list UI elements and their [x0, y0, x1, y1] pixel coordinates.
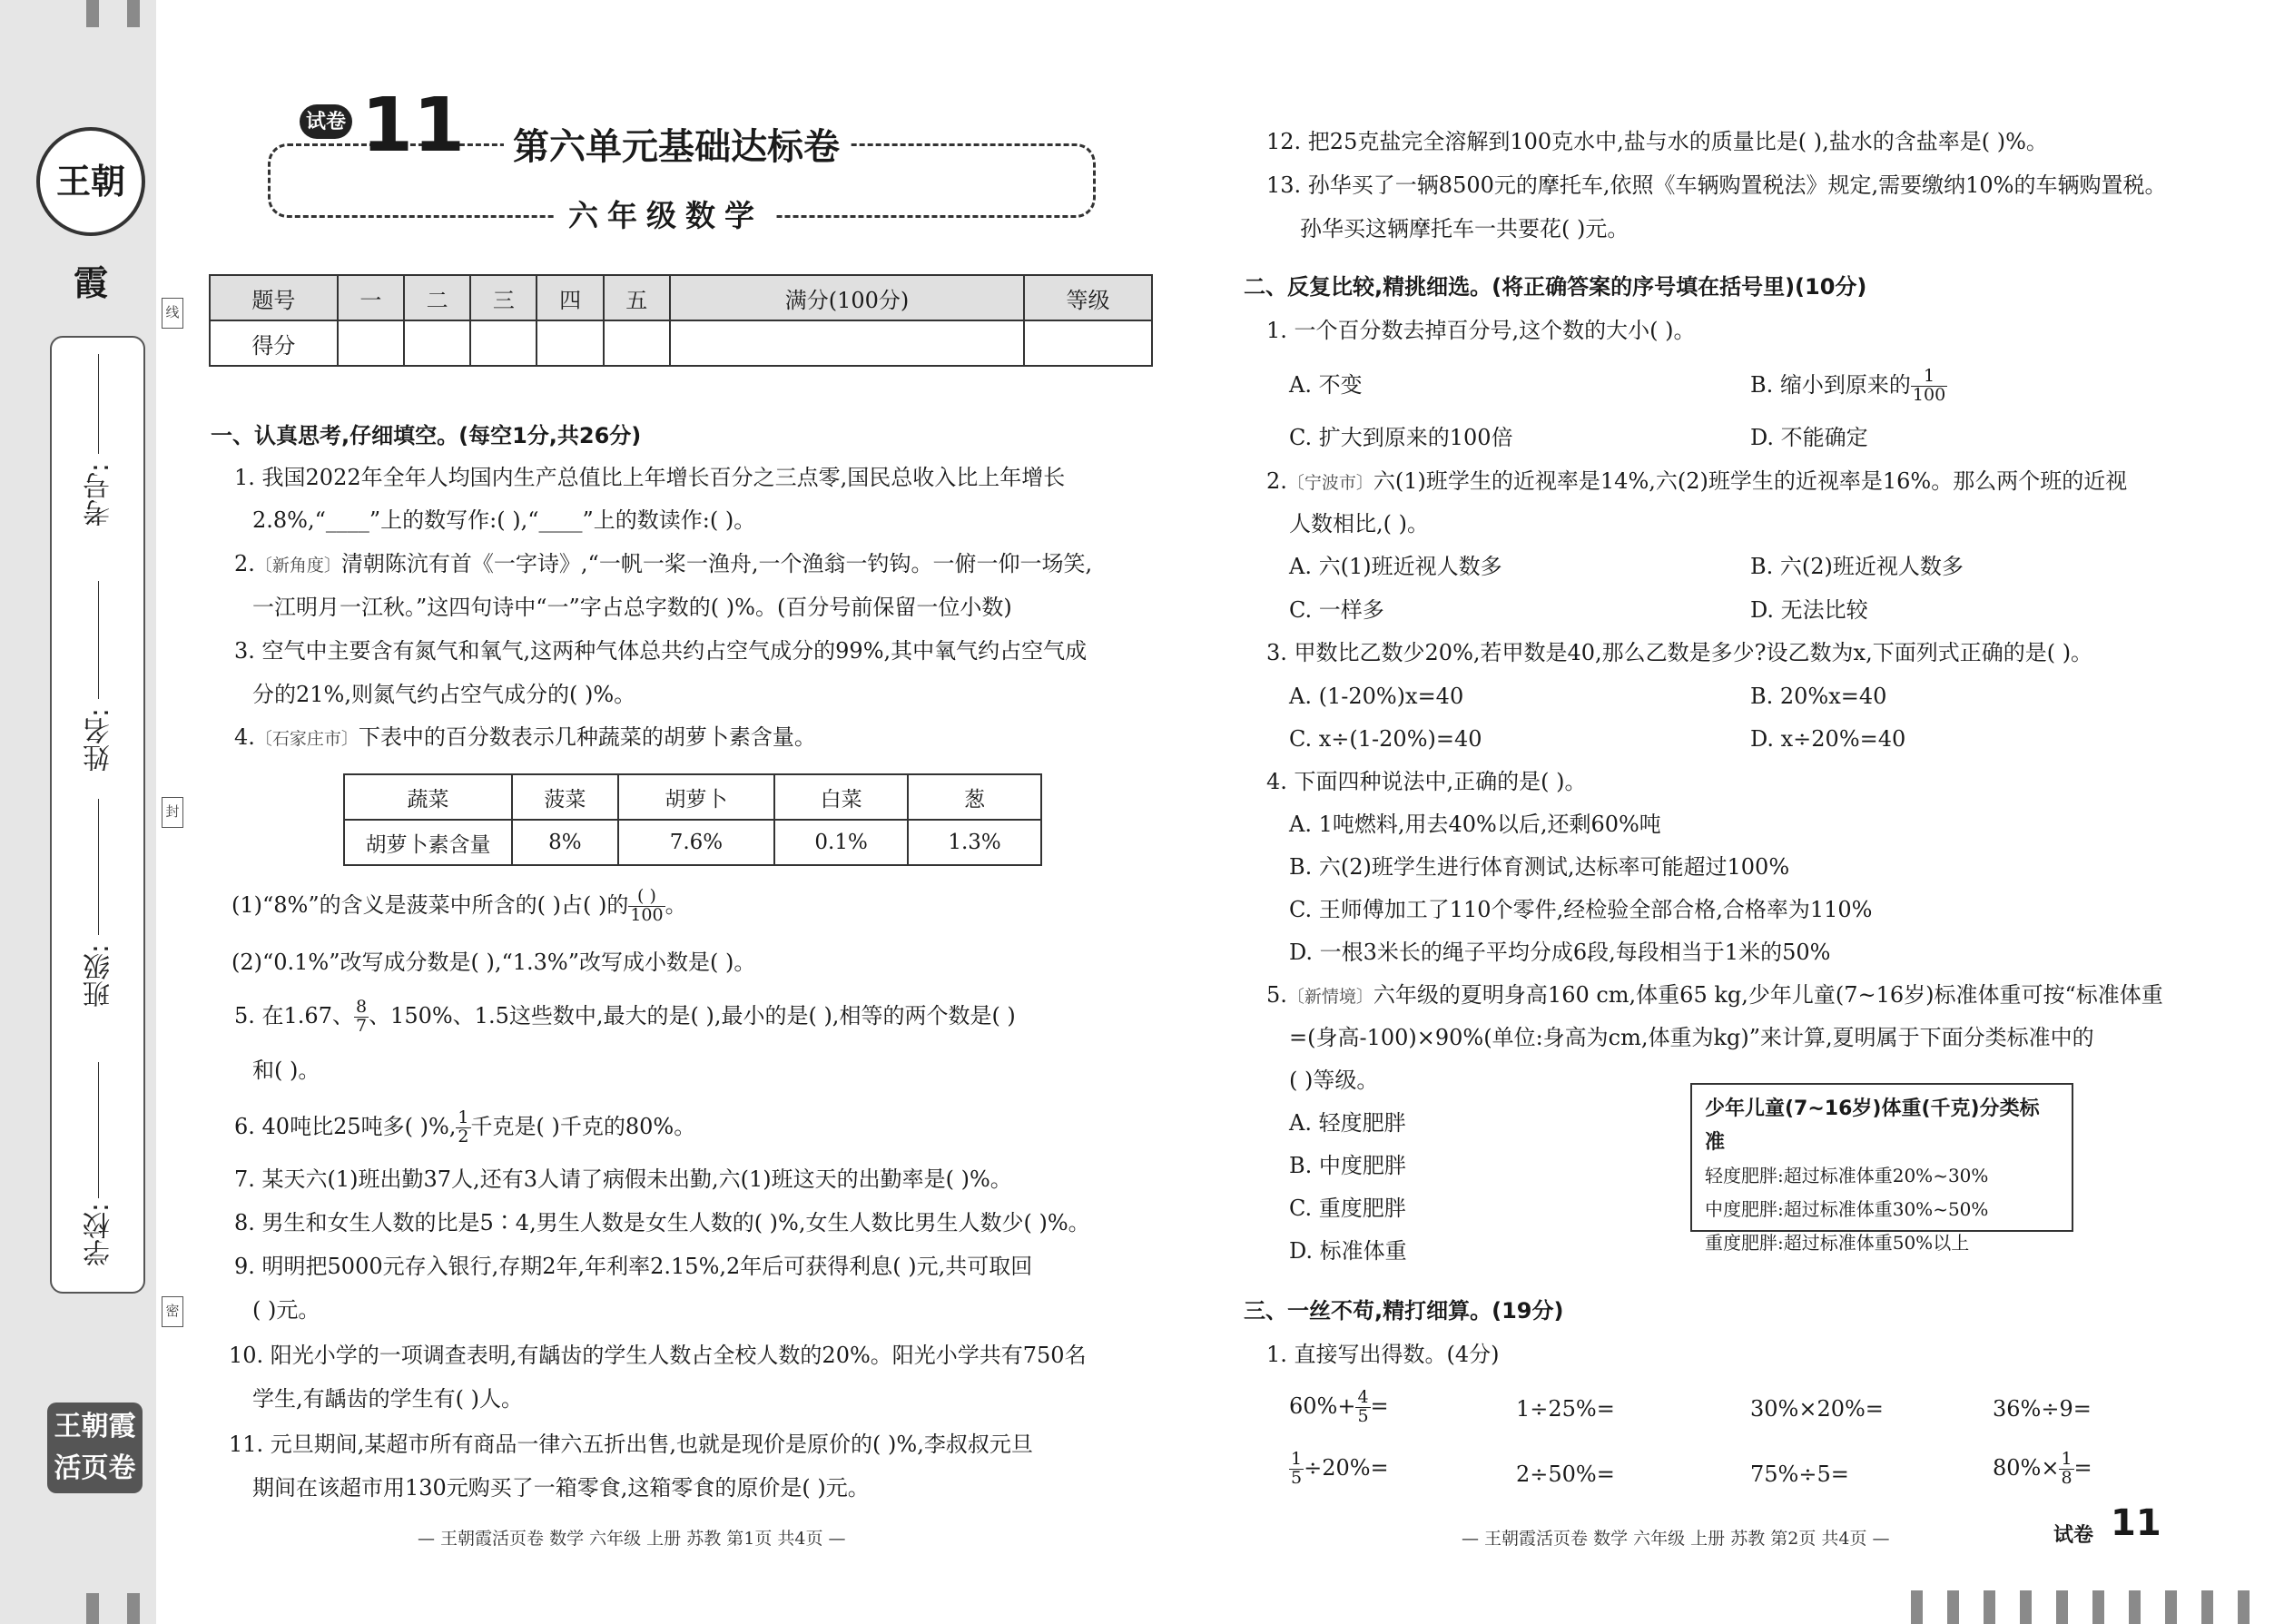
decor-stripe — [2020, 1590, 2032, 1624]
corner-exam-label: 试卷 — [2053, 1524, 2094, 1547]
option: A. 轻度肥胖 — [1289, 1110, 1406, 1136]
score-header-cell: 题号 — [210, 275, 338, 320]
grade-subject: 六年级数学 — [556, 192, 776, 235]
option: B. 20%x=40 — [1750, 684, 1887, 709]
veg-cell: 白菜 — [774, 774, 908, 820]
option-text: B. 缩小到原来的 — [1750, 371, 1911, 398]
calc-text: ÷20%= — [1304, 1454, 1389, 1481]
score-table — [209, 274, 1153, 367]
decor-stripe — [2092, 1590, 2104, 1624]
binding-stripe — [86, 1593, 99, 1624]
calc-text: = — [2073, 1454, 2092, 1481]
section3-title: 三、一丝不苟,精打细算。(19分) — [1244, 1298, 1564, 1324]
fraction-denominator: 7 — [355, 1015, 368, 1036]
question-10-line2: 学生,有龋齿的学生有( )人。 — [252, 1386, 523, 1412]
score-cell[interactable] — [338, 320, 404, 366]
fraction-numerator: 4 — [1357, 1387, 1369, 1407]
fraction — [1355, 1389, 1370, 1426]
footer-right: — 王朝霞活页卷 数学 六年级 上册 苏教 第2页 共4页 — — [1462, 1529, 1890, 1549]
option: D. 一根3米长的绳子平均分成6段,每段相当于1米的50% — [1289, 940, 1831, 965]
question-2-line2: 一江明月一江秋。”这四句诗中“一”字占总字数的( )%。(百分号前保留一位小数) — [252, 595, 1012, 620]
option: D. 标准体重 — [1289, 1238, 1407, 1264]
binding-mark: 线 — [162, 298, 183, 329]
s2-question-3: 3. 甲数比乙数少20%,若甲数是40,那么乙数是多少?设乙数为x,下面列式正确的是( )。 — [1266, 640, 2093, 665]
decor-stripe — [1911, 1590, 1923, 1624]
brand-logo — [36, 127, 145, 303]
option: A. 1吨燃料,用去40%以后,还剩60%吨 — [1289, 812, 1661, 837]
question-10-line1: 10. 阳光小学的一项调查表明,有龋齿的学生人数占全校人数的20%。阳光小学共有750名 — [229, 1343, 1087, 1368]
veg-cell: 菠菜 — [512, 774, 618, 820]
section1-title: 一、认真思考,仔细填空。(每空1分,共26分) — [211, 423, 642, 448]
score-header-cell: 三 — [470, 275, 537, 320]
option: B. 中度肥胖 — [1289, 1153, 1406, 1178]
question-5-line2: 和( )。 — [252, 1058, 320, 1083]
question-tag: 〔新情境〕 — [1286, 987, 1373, 1007]
question-4-1: (1)“8%”的含义是菠菜中所含的( )占( )的 $\frac{( )}{100}$ 。 — [231, 886, 687, 925]
question-tag: 〔石家庄市〕 — [254, 729, 359, 749]
calc-item: 36%÷9= — [1993, 1396, 2092, 1422]
question-13-line2: 孙华买这辆摩托车一共要花( )元。 — [1300, 216, 1629, 241]
question-text: 6. 40吨比25吨多( )%, — [234, 1113, 457, 1139]
brand-logo-bottom-line1: 王朝霞 — [54, 1411, 136, 1442]
question-7: 7. 某天六(1)班出勤37人,还有3人请了病假未出勤,六(1)班这天的出勤率是( )%。 — [234, 1166, 1012, 1192]
fraction-numerator: 1 — [2061, 1449, 2072, 1469]
question-text: 下表中的百分数表示几种蔬菜的胡萝卜素含量。 — [358, 724, 816, 750]
weight-standard-item: 中度肥胖:超过标准体重30%~50% — [1705, 1198, 1989, 1220]
question-13-line1: 13. 孙华买了一辆8500元的摩托车,依照《车辆购置税法》规定,需要缴纳10%的车辆购置税。 — [1266, 172, 2167, 198]
veg-cell: 8% — [512, 820, 618, 865]
fraction-numerator: 1 — [1911, 368, 1947, 387]
question-1-line1: 1. 我国2022年全年人均国内生产总值比上年增长百分之三点零,国民总收入比上年增长 — [234, 465, 1066, 490]
score-cell[interactable] — [670, 320, 1024, 366]
s2-question-5-line3: ( )等级。 — [1289, 1068, 1379, 1093]
s2-question-4: 4. 下面四种说法中,正确的是( )。 — [1266, 769, 1587, 794]
score-cell[interactable] — [470, 320, 537, 366]
question-text: 5. 在1.67、 — [234, 1002, 354, 1029]
veg-cell: 葱 — [908, 774, 1041, 820]
score-row-label: 得分 — [210, 320, 338, 366]
name-line — [98, 581, 99, 699]
fraction — [628, 888, 665, 925]
fraction-numerator: 1 — [1291, 1449, 1303, 1469]
veg-cell: 1.3% — [908, 820, 1041, 865]
s2-question-5-line1: 5.〔新情境〕六年级的夏明身高160 cm,体重65 kg,少年儿童(7~16岁)标准体重可按“标准体重 — [1266, 982, 2163, 1008]
score-cell[interactable] — [537, 320, 603, 366]
question-1-line2: 2.8%,“____”上的数写作:( ),“____”上的数读作:( )。 — [252, 507, 756, 533]
option: C. 扩大到原来的100倍 — [1289, 425, 1513, 450]
id-label: 考号: — [84, 463, 115, 527]
calc-item — [1289, 1451, 1389, 1488]
decor-stripe — [2056, 1590, 2068, 1624]
fraction-denominator: 2 — [458, 1126, 469, 1147]
question-3-line2: 分的21%,则氮气约占空气成分的( )%。 — [252, 682, 636, 707]
binding-mark: 封 — [162, 797, 183, 828]
vegetable-table — [343, 773, 1042, 866]
score-table-header — [210, 275, 1152, 320]
question-4-2: (2)“0.1%”改写成分数是( ),“1.3%”改写成小数是( )。 — [231, 950, 756, 975]
school-line — [98, 1062, 99, 1198]
veg-cell: 7.6% — [618, 820, 775, 865]
score-table-row — [210, 320, 1152, 366]
score-cell[interactable] — [604, 320, 670, 366]
decor-stripe — [2201, 1590, 2213, 1624]
option: B. 六(2)班近视人数多 — [1750, 554, 1964, 579]
weight-standard-item: 重度肥胖:超过标准体重50%以上 — [1705, 1232, 1970, 1254]
school-label: 学校: — [84, 1203, 115, 1267]
option: A. 六(1)班近视人数多 — [1289, 554, 1502, 579]
option: D. x÷20%=40 — [1750, 726, 1906, 752]
brand-logo-text: 王朝霞 — [55, 161, 125, 303]
score-cell[interactable] — [404, 320, 470, 366]
veg-cell: 蔬菜 — [344, 774, 512, 820]
calc-item: 2÷50%= — [1516, 1462, 1615, 1487]
vegetable-table-row — [344, 820, 1041, 865]
fraction — [354, 999, 369, 1036]
question-text: 千克是( )千克的80%。 — [470, 1113, 696, 1139]
option: D. 不能确定 — [1750, 425, 1868, 450]
question-4-line1: 4.〔石家庄市〕下表中的百分数表示几种蔬菜的胡萝卜素含量。 — [234, 724, 816, 750]
question-9-line1: 9. 明明把5000元存入银行,存期2年,年利率2.15%,2年后可获得利息( )元,共可取回 — [234, 1254, 1033, 1279]
fraction — [456, 1109, 470, 1147]
question-text: 六年级的夏明身高160 cm,体重65 kg,少年儿童(7~16岁)标准体重可按“标准体重 — [1373, 982, 2163, 1008]
option: C. 王师傅加工了110个零件,经检验全部合格,合格率为110% — [1289, 897, 1873, 922]
class-line — [98, 799, 99, 935]
question-text: (1)“8%”的含义是菠菜中所含的( )占( )的 — [231, 891, 629, 918]
decor-stripe — [2165, 1590, 2177, 1624]
question-6 — [234, 1109, 695, 1147]
option: C. x÷(1-20%)=40 — [1289, 726, 1482, 752]
score-header-cell: 二 — [404, 275, 470, 320]
binding-stripe — [127, 1593, 140, 1624]
brand-logo-bottom-line2: 活页卷 — [54, 1452, 136, 1484]
question-text: 六(1)班学生的近视率是14%,六(2)班学生的近视率是16%。那么两个班的近视 — [1373, 468, 2128, 494]
option: D. 无法比较 — [1750, 597, 1868, 623]
section2-title: 二、反复比较,精挑细选。(将正确答案的序号填在括号里)(10分) — [1244, 274, 1867, 300]
fraction-denominator: 100 — [630, 904, 664, 925]
option — [1750, 368, 1947, 405]
decor-stripe — [1984, 1590, 1995, 1624]
name-label: 姓名: — [84, 708, 115, 773]
calc-item: 30%×20%= — [1750, 1396, 1884, 1422]
score-header-cell: 满分(100分) — [670, 275, 1024, 320]
decor-stripe — [1947, 1590, 1959, 1624]
question-tag: 〔宁波市〕 — [1286, 473, 1373, 493]
option: C. 一样多 — [1289, 597, 1384, 623]
exam-label: 试卷 — [300, 104, 352, 139]
question-5-line1 — [234, 999, 1016, 1036]
fraction-denominator: 5 — [1357, 1405, 1369, 1426]
footer-left: — 王朝霞活页卷 数学 六年级 上册 苏教 第1页 共4页 — — [418, 1529, 846, 1549]
vegetable-table-header — [344, 774, 1041, 820]
score-header-cell: 等级 — [1024, 275, 1152, 320]
option: B. 六(2)班学生进行体育测试,达标率可能超过100% — [1289, 854, 1790, 880]
binding-stripe — [86, 0, 99, 27]
question-2-line1: 2.〔新角度〕清朝陈沆有首《一字诗》,“一帆一桨一渔舟,一个渔翁一钓钩。一俯一仰一场笑, — [234, 551, 1093, 576]
binding-stripe — [127, 0, 140, 27]
question-tag: 〔新角度〕 — [254, 556, 341, 576]
score-header-cell: 四 — [537, 275, 603, 320]
question-3-line1: 3. 空气中主要含有氮气和氧气,这两种气体总共约占空气成分的99%,其中氧气约占空气成 — [234, 638, 1088, 664]
fraction — [2059, 1451, 2073, 1488]
decor-stripe — [2129, 1590, 2141, 1624]
calc-text: 60%+ — [1289, 1393, 1356, 1419]
binding-mark: 密 — [162, 1296, 183, 1327]
fraction-denominator: 5 — [1291, 1467, 1303, 1488]
veg-cell: 胡萝卜 — [618, 774, 775, 820]
fraction — [1289, 1451, 1304, 1488]
exam-number: 11 — [361, 83, 466, 169]
option: A. (1-20%)x=40 — [1289, 684, 1464, 709]
question-9-line2: ( )元。 — [252, 1297, 320, 1323]
calc-item: 1÷25%= — [1516, 1396, 1615, 1422]
veg-cell: 0.1% — [774, 820, 908, 865]
score-header-cell: 五 — [604, 275, 670, 320]
score-cell[interactable] — [1024, 320, 1152, 366]
s2-question-2-line2: 人数相比,( )。 — [1289, 511, 1429, 536]
calc-text: 80%× — [1993, 1454, 2060, 1481]
s2-question-5-line2: =(身高-100)×90%(单位:身高为cm,体重为kg)”来计算,夏明属于下面分类标准中的 — [1289, 1025, 2094, 1050]
question-11-line1: 11. 元旦期间,某超市所有商品一律六五折出售,也就是现价是原价的( )%,李叔叔元旦 — [229, 1432, 1033, 1457]
calc-item — [1993, 1451, 2092, 1488]
weight-standard-title: 少年儿童(7~16岁)体重(千克)分类标准 — [1705, 1097, 2040, 1154]
page-title: 第六单元基础达标卷 — [504, 118, 849, 170]
s2-question-1: 1. 一个百分数去掉百分号,这个数的大小( )。 — [1266, 318, 1696, 343]
calc-item — [1289, 1389, 1389, 1426]
score-header-cell: 一 — [338, 275, 404, 320]
weight-standard-box — [1690, 1083, 2073, 1254]
fraction-denominator: 100 — [1912, 384, 1946, 405]
id-line — [98, 354, 99, 454]
class-label: 班级: — [84, 944, 115, 1009]
weight-standard-item: 轻度肥胖:超过标准体重20%~30% — [1705, 1165, 1989, 1186]
veg-cell: 胡萝卜素含量 — [344, 820, 512, 865]
question-11-line2: 期间在该超市用130元购买了一箱零食,这箱零食的原价是( )元。 — [252, 1475, 870, 1501]
s3-question-1: 1. 直接写出得数。(4分) — [1266, 1342, 1500, 1367]
fraction-denominator: 8 — [2061, 1467, 2072, 1488]
option: A. 不变 — [1289, 372, 1363, 398]
s2-question-2-line1: 2.〔宁波市〕六(1)班学生的近视率是14%,六(2)班学生的近视率是16%。那么两个班的近视 — [1266, 468, 2128, 494]
fraction — [1911, 368, 1947, 405]
question-12: 12. 把25克盐完全溶解到100克水中,盐与水的质量比是( ),盐水的含盐率是( )%。 — [1266, 129, 2048, 154]
option: C. 重度肥胖 — [1289, 1196, 1406, 1221]
decor-stripe — [2238, 1590, 2250, 1624]
fraction-numerator: 8 — [355, 997, 368, 1017]
corner-exam-number: 11 — [2111, 1502, 2161, 1544]
fraction-numerator: 1 — [458, 1107, 469, 1127]
fraction-numerator: ( ) — [628, 888, 665, 907]
calc-item: 75%÷5= — [1750, 1462, 1849, 1487]
question-text: 清朝陈沆有首《一字诗》,“一帆一桨一渔舟,一个渔翁一钓钩。一俯一仰一场笑, — [340, 551, 1093, 576]
question-text: 、150%、1.5这些数中,最大的是( ),最小的是( ),相等的两个数是( ) — [369, 1002, 1016, 1029]
brand-logo-bottom — [47, 1403, 143, 1493]
question-8: 8. 男生和女生人数的比是5∶4,男生人数是女生人数的( )%,女生人数比男生人数少( )%。 — [234, 1210, 1090, 1235]
calc-text: = — [1370, 1393, 1389, 1419]
